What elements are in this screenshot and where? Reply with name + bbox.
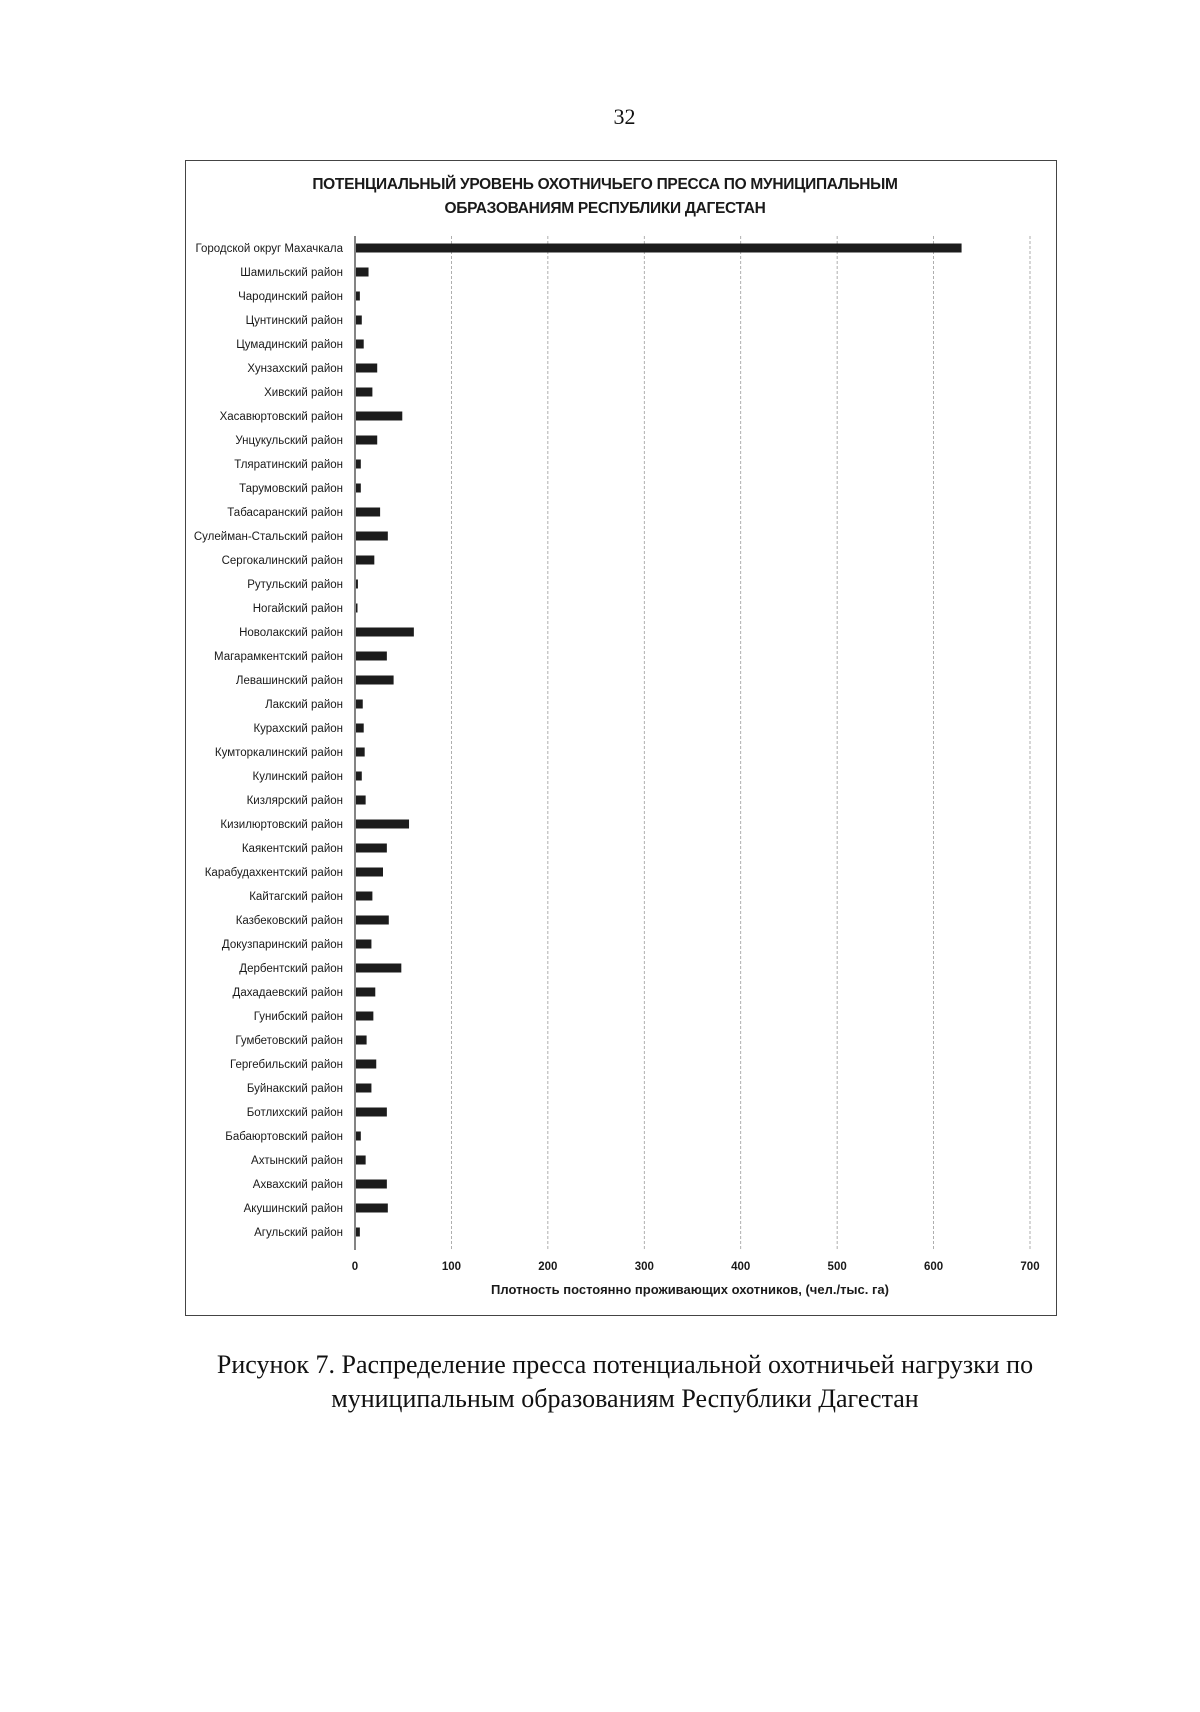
- bar: [356, 604, 358, 613]
- category-label: Кумторкалинский район: [214, 747, 343, 759]
- category-label: Курахский район: [253, 723, 343, 735]
- bar: [356, 292, 360, 301]
- bar: [356, 844, 387, 853]
- bar: [356, 436, 377, 445]
- bar: [356, 580, 358, 589]
- bar: [356, 724, 364, 733]
- bar: [356, 556, 374, 565]
- category-label: Шамильский район: [240, 267, 343, 279]
- x-tick-label: 600: [923, 1261, 944, 1273]
- x-tick-label: 0: [351, 1261, 359, 1273]
- bar: [356, 964, 401, 973]
- category-label: Хивский район: [264, 387, 343, 399]
- bar: [356, 868, 383, 877]
- bar: [356, 1108, 387, 1117]
- bar: [356, 316, 362, 325]
- bar: [356, 772, 362, 781]
- figure-caption-line-2: муниципальным образованиям Республики Дагестан: [331, 1384, 919, 1413]
- bar: [356, 340, 364, 349]
- bar: [356, 484, 361, 493]
- bar: [356, 940, 371, 949]
- category-label: Хасавюртовский район: [219, 411, 343, 423]
- category-label: Гергебильский район: [230, 1059, 343, 1071]
- bar: [356, 1036, 367, 1045]
- x-tick-labels: [352, 1261, 1040, 1273]
- bar: [356, 988, 375, 997]
- bar: [356, 268, 369, 277]
- category-label: Ахвахский район: [252, 1179, 343, 1191]
- figure-caption-line-1: Рисунок 7. Распределение пресса потенциальной охотничьей нагрузки по: [216, 1350, 1034, 1379]
- x-tick-label: 200: [538, 1261, 558, 1273]
- category-label: Табасаранский район: [227, 507, 343, 519]
- bar: [356, 1084, 371, 1093]
- category-label: Чародинский район: [238, 291, 343, 303]
- x-tick-label: 700: [1020, 1261, 1040, 1273]
- category-label: Казбековский район: [235, 915, 343, 927]
- bar: [356, 364, 377, 373]
- bar: [356, 1012, 373, 1021]
- bar: [356, 532, 388, 541]
- category-label: Дербентский район: [239, 963, 343, 975]
- category-label: Карабудахкентский район: [204, 867, 343, 879]
- bar: [356, 1060, 376, 1069]
- category-label: Цумадинский район: [236, 339, 343, 351]
- bar: [356, 244, 962, 253]
- figure-caption: [150, 1348, 1100, 1416]
- category-label: Бабаюртовский район: [225, 1131, 343, 1143]
- category-label: Кайтагский район: [249, 891, 343, 903]
- bar: [356, 748, 365, 757]
- bar: [356, 700, 363, 709]
- bar: [356, 676, 394, 685]
- category-label: Новолакский район: [239, 627, 343, 639]
- bar: [356, 1132, 361, 1141]
- category-label: Буйнакский район: [246, 1083, 343, 1095]
- category-label: Рутульский район: [247, 579, 343, 591]
- x-tick-label: 100: [441, 1261, 462, 1273]
- category-label: Городской округ Махачкала: [195, 243, 343, 255]
- chart-title-line-1: ПОТЕНЦИАЛЬНЫЙ УРОВЕНЬ ОХОТНИЧЬЕГО ПРЕССА ПО МУНИЦИПАЛЬНЫМ: [312, 176, 898, 193]
- category-label: Левашинский район: [235, 675, 343, 687]
- category-label: Хунзахский район: [247, 363, 343, 375]
- x-tick-label: 500: [827, 1261, 847, 1273]
- x-tick-label: 400: [731, 1261, 751, 1273]
- category-label: Кизилюртовский район: [220, 819, 343, 831]
- bar: [356, 892, 372, 901]
- category-label: Ногайский район: [252, 603, 343, 615]
- category-label: Магарамкентский район: [214, 651, 343, 663]
- category-label: Унцукульский район: [235, 435, 343, 447]
- category-label: Сергокалинский район: [221, 555, 343, 567]
- bars-layer: [356, 244, 962, 1237]
- category-label: Докузпаринский район: [221, 939, 343, 951]
- category-label: Кизлярский район: [246, 795, 343, 807]
- category-label: Дахадаевский район: [232, 987, 343, 999]
- category-label: Акушинский район: [243, 1203, 343, 1215]
- grid-layer: [355, 236, 1030, 1250]
- bar: [356, 916, 389, 925]
- category-label: Лакский район: [265, 699, 343, 711]
- category-label: Тарумовский район: [239, 483, 343, 495]
- bar: [356, 1180, 387, 1189]
- bar: [356, 628, 414, 637]
- category-label: Цунтинский район: [245, 315, 343, 327]
- x-axis-title: Плотность постоянно проживающих охотников, (чел./тыс. га): [491, 1282, 889, 1297]
- chart-title-line-2: ОБРАЗОВАНИЯМ РЕСПУБЛИКИ ДАГЕСТАН: [444, 200, 766, 217]
- page-number: 32: [613, 104, 636, 129]
- category-label: Кулинский район: [252, 771, 343, 783]
- category-label: Тляратинский район: [234, 459, 343, 471]
- bar: [356, 652, 387, 661]
- bar: [356, 796, 366, 805]
- x-tick-label: 300: [634, 1261, 654, 1273]
- category-label: Сулейман-Стальский район: [193, 531, 343, 543]
- bar: [356, 508, 380, 517]
- category-labels: [194, 243, 344, 1239]
- category-label: Гунибский район: [253, 1011, 343, 1023]
- bar: [356, 412, 402, 421]
- bar: [356, 1204, 388, 1213]
- category-label: Каякентский район: [241, 843, 343, 855]
- category-label: Ахтынский район: [251, 1155, 343, 1167]
- bar: [356, 820, 409, 829]
- category-label: Ботлихский район: [246, 1107, 343, 1119]
- bar: [356, 388, 372, 397]
- category-label: Агульский район: [254, 1227, 343, 1239]
- category-label: Гумбетовский район: [235, 1035, 343, 1047]
- bar: [356, 1228, 360, 1237]
- bar: [356, 460, 361, 469]
- bar: [356, 1156, 366, 1165]
